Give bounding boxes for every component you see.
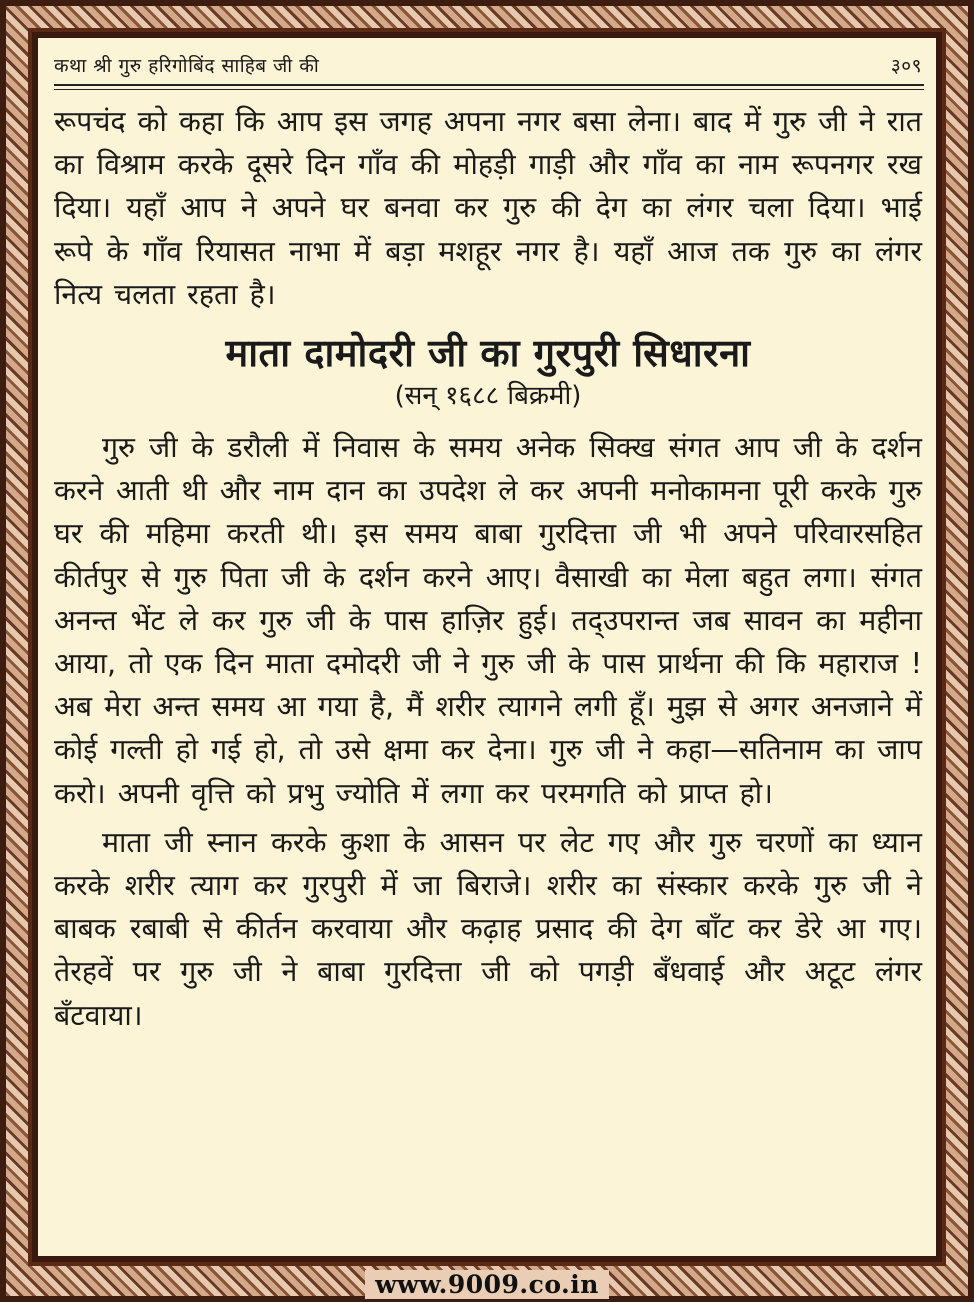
page-number: ३०९ bbox=[890, 55, 922, 77]
paragraph-1: रूपचंद को कहा कि आप इस जगह अपना नगर बसा लेना। बाद में गुरु जी ने रात का विश्राम करके दूसरे दिन गाँव की मोहड़ी गाड़ी और गाँव का नाम रूपनगर रख दिया। यहाँ आप ने अपने घर बनवा कर गुरु की देग का लंगर चला दिया। भाई रूपे के गाँव रियासत नाभा में बड़ा मशहूर नगर है। यहाँ आज तक गुरु का लंगर नित्य चलता रहता है। bbox=[54, 105, 922, 311]
book-page bbox=[38, 38, 936, 1256]
footer bbox=[0, 1266, 974, 1302]
book-title: कथा श्री गुरु हरिगोबिंद साहिब जी की bbox=[54, 55, 320, 77]
paragraph-2: गुरु जी के डरौली में निवास के समय अनेक सिक्ख संगत आप जी के दर्शन करने आती थी और नाम दान का उपदेश ले कर अपनी मनोकामना पूरी करके गुरु घर की महिमा करती थी। इस समय बाबा गुरदित्ता जी भी अपने परिवारसहित कीर्तपुर से गुरु पिता जी के दर्शन करने आए। वैसाखी का मेला बहुत लगा। संगत अनन्त भेंट ले कर गुरु जी के पास हाज़िर हुई। तद्उपरान्त जब सावन का महीना आया, तो एक दिन माता दमोदरी जी ने गुरु जी के पास प्रार्थना की कि महाराज ! अब मेरा अन्त समय आ गया है, मैं शरीर त्यागने लगी हूँ। मुझ से अगर अनजाने में कोई गल्ती हो गई हो, तो उसे क्षमा कर देना। गुरु जी ने कहा—सतिनाम का जाप करो। अपनी वृत्ति को प्रभु ज्योति में लगा कर परमगति को प्राप्त हो। bbox=[54, 431, 922, 810]
paragraph-3: माता जी स्नान करके कुशा के आसन पर लेट गए और गुरु चरणों का ध्यान करके शरीर त्याग कर गुरपुरी में जा बिराजे। शरीर का संस्कार करके गुरु जी ने बाबक रबाबी से कीर्तन करवाया और कढ़ाह प्रसाद की देग बाँट कर डेरे आ गए। तेरहवें पर गुरु जी ने बाबा गुरदित्ता जी को पगड़ी बँधवाई और अटूट लंगर बँटवाया। bbox=[54, 825, 922, 1032]
section-date: (सन् १६८८ बिक्रमी) bbox=[394, 381, 582, 412]
header-rule bbox=[54, 84, 924, 90]
running-header bbox=[54, 38, 922, 78]
website-url[interactable]: www.9009.co.in bbox=[365, 1270, 609, 1299]
section-heading: माता दामोदरी जी का गुरपुरी सिधारना bbox=[225, 331, 751, 376]
